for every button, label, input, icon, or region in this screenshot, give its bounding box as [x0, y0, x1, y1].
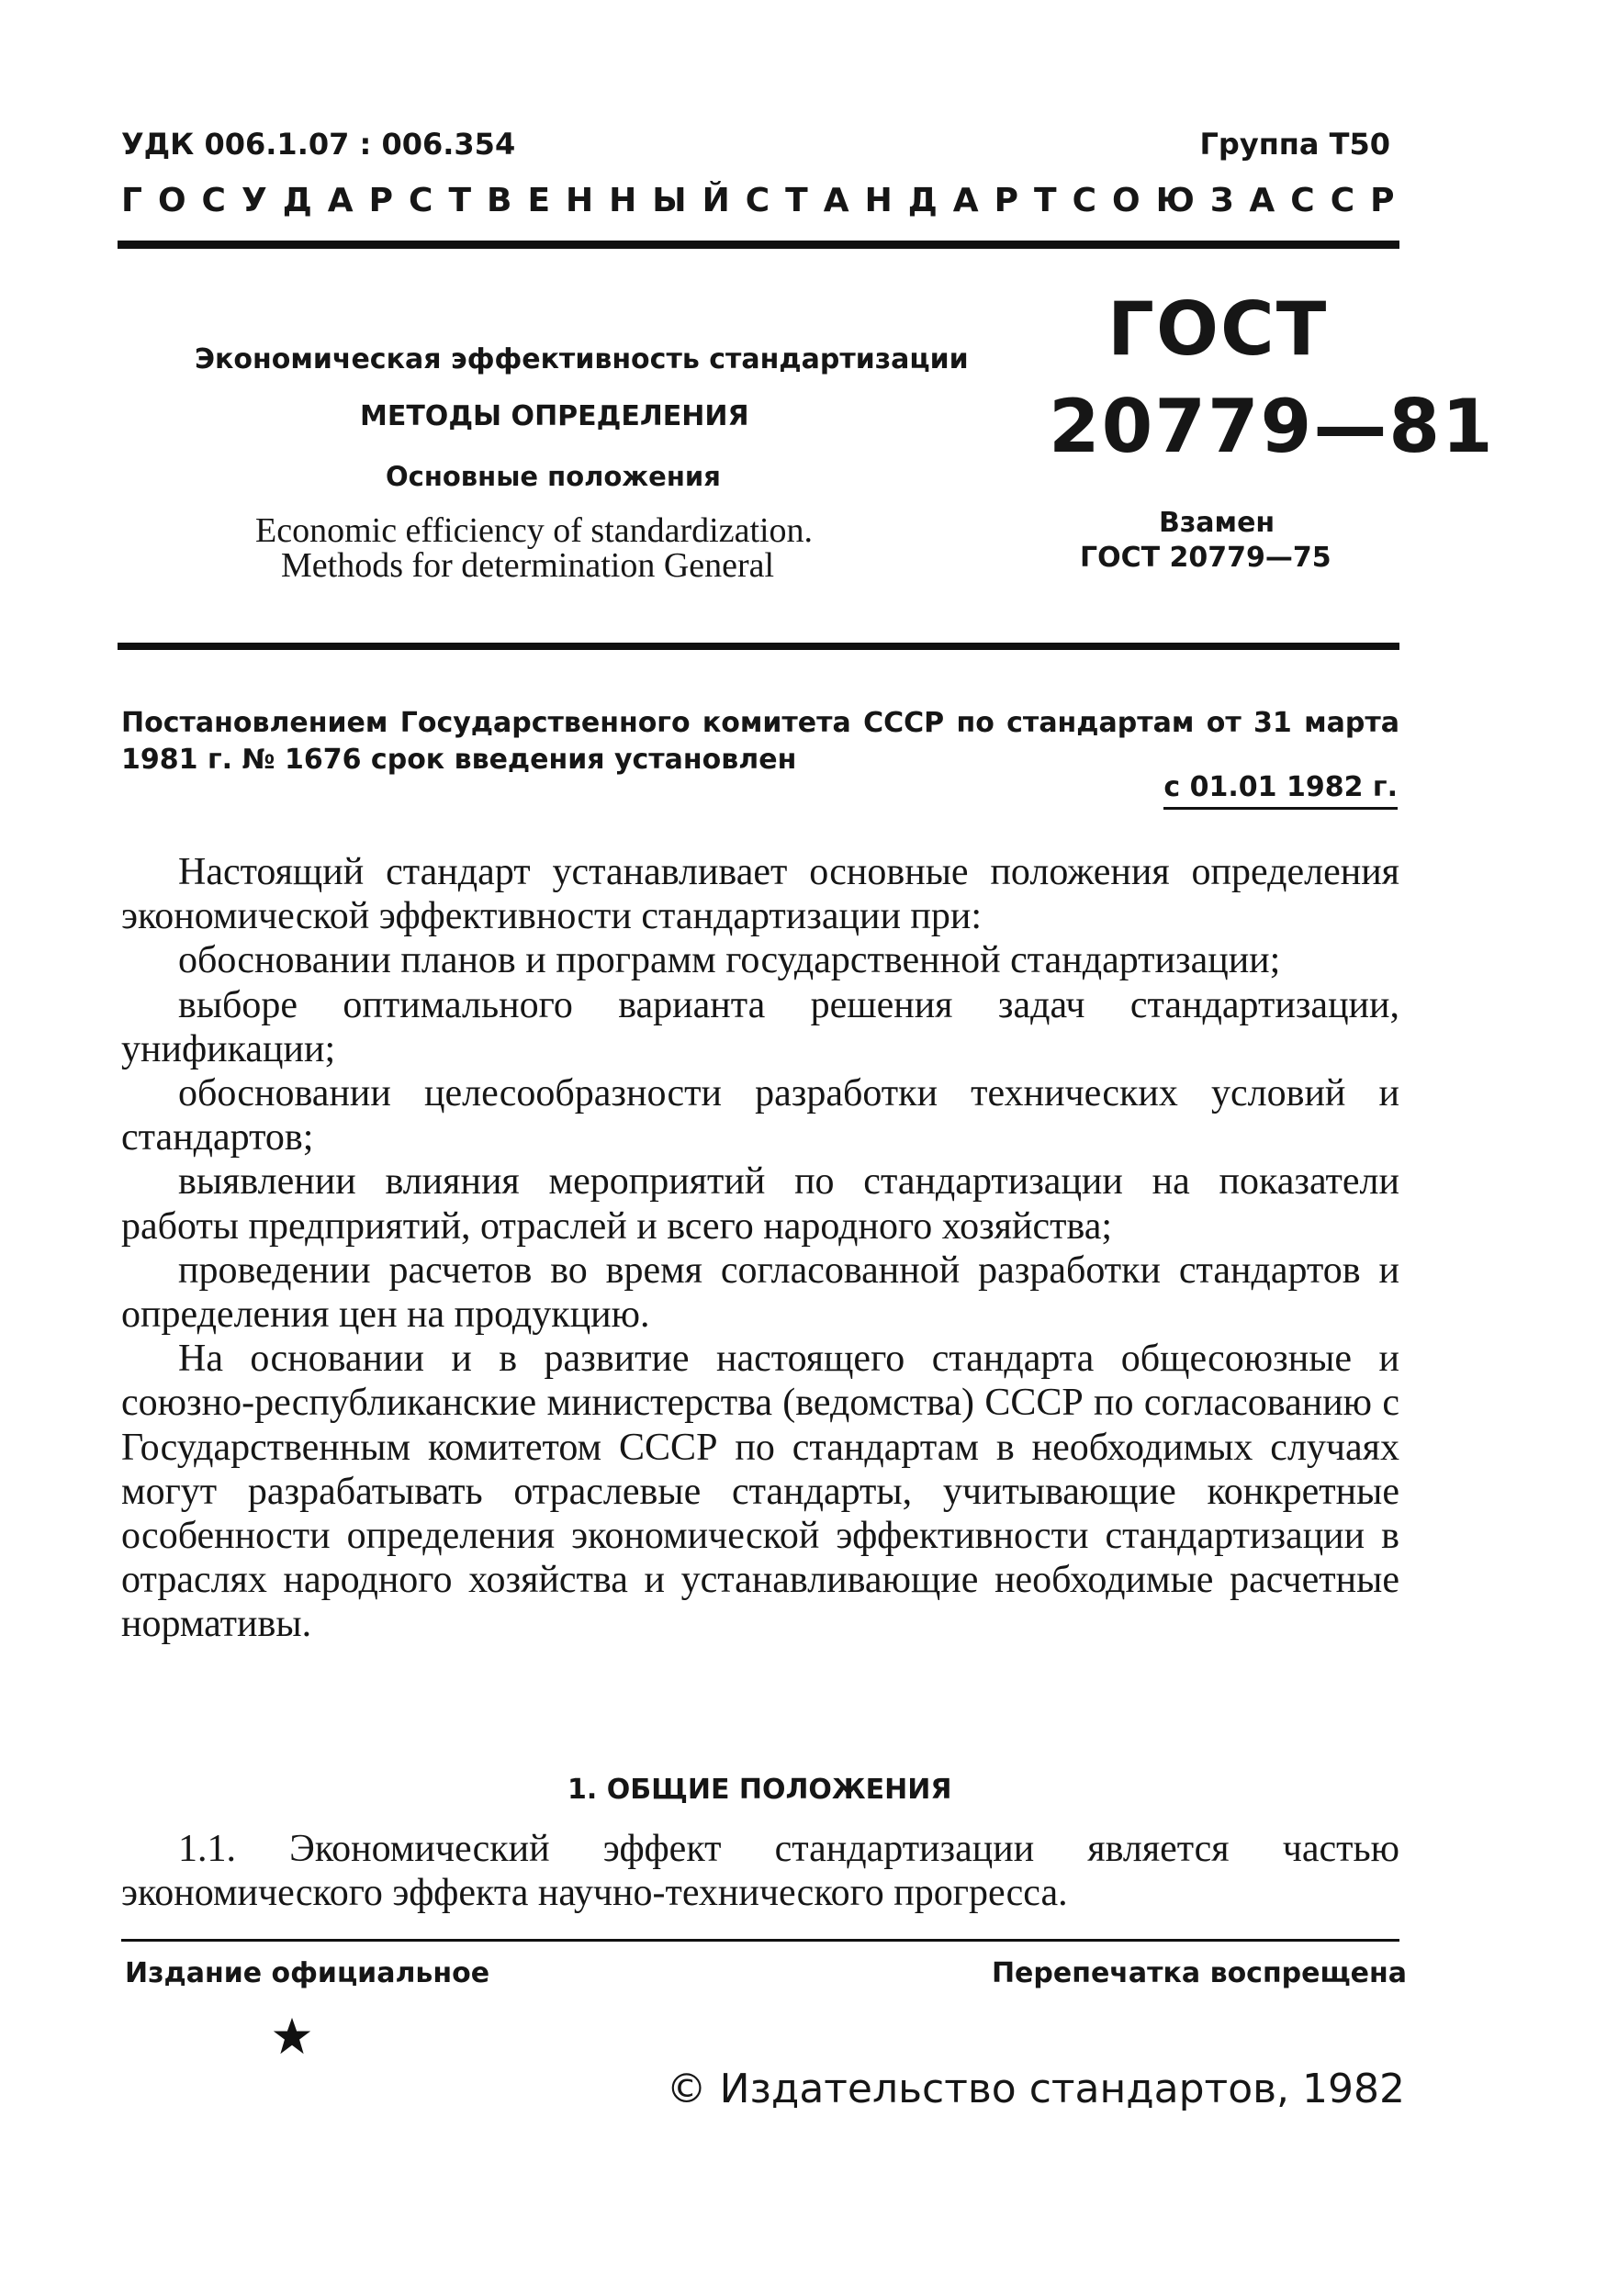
heading-word-3: СОЮЗА	[1072, 182, 1291, 219]
body-item-5: проведении расчетов во время согласованной разработки стандартов и определения цен на продукцию.	[121, 1249, 1399, 1337]
footer-rule	[121, 1939, 1399, 1942]
decree-text	[121, 705, 1399, 778]
edition-label: Издание официальное	[125, 1957, 490, 1989]
gost-label: ГОСТ	[1107, 286, 1329, 372]
group-code: Группа Т50	[1199, 127, 1390, 162]
effective-date: с 01.01 1982 г.	[1163, 771, 1398, 810]
udk-code: УДК 006.1.07 : 006.354	[121, 127, 516, 162]
title-english-line-2: Methods for determination General	[281, 546, 775, 585]
header-rule	[118, 241, 1399, 249]
paragraph-1-1	[121, 1827, 1399, 1915]
section-heading: 1. ОБЩИЕ ПОЛОЖЕНИЯ	[567, 1774, 952, 1806]
body-intro: Настоящий стандарт устанавливает основные положения определения экономической эффективности стандартизации при:	[121, 851, 1399, 938]
body-item-3: обосновании целесообразности разработки технических условий и стандартов;	[121, 1072, 1399, 1159]
copyright-line: © Издательство стандартов, 1982	[666, 2066, 1405, 2112]
title-rule	[118, 643, 1399, 650]
decree-line-2: 1981 г. № 1676 срок введения установлен	[121, 744, 797, 776]
title-english-line-1: Economic efficiency of standardization.	[255, 511, 814, 550]
body-item-4: выявлении влияния мероприятий по стандартизации на показатели работы предприятий, отраслей и всего народного хозяйства;	[121, 1160, 1399, 1248]
heading-word-1: ГОСУДАРСТВЕННЫЙ	[121, 182, 746, 219]
title-methods: МЕТОДЫ ОПРЕДЕЛЕНИЯ	[360, 400, 749, 432]
decree-line-1: Постановлением Государственного комитета СССР по стандартам от 31 марта	[121, 707, 1399, 739]
replaces-label: Взамен	[1159, 507, 1275, 539]
state-standard-heading	[121, 182, 1410, 219]
reprint-label: Перепечатка воспрещена	[991, 1957, 1407, 1989]
star-icon	[272, 2016, 312, 2056]
replaces-number: ГОСТ 20779—75	[1080, 542, 1331, 574]
paragraph-1-1-text: 1.1. Экономический эффект стандартизации является частью экономического эффекта научно-технического прогресса.	[121, 1828, 1399, 1914]
heading-word-4: ССР	[1290, 182, 1410, 219]
body-item-2: выборе оптимального варианта решения задач стандартизации, унификации;	[121, 983, 1399, 1070]
title-basic: Основные положения	[386, 461, 721, 492]
body-closing: На основании и в развитие настоящего стандарта общесоюзные и союзно-республиканские министерства (ведомства) СССР по согласованию с Государственным комитетом СССР по стандартам в необходимых случаях могут разрабатывать отраслевые стандарты, учитывающие конкретные особенности определения экономической эффективности стандартизации в отраслях народного хозяйства и устанавливающие необходимые расчетные нормативы.	[121, 1338, 1399, 1646]
heading-word-2: СТАНДАРТ	[745, 182, 1073, 219]
body-item-1: обосновании планов и программ государственной стандартизации;	[178, 939, 1281, 982]
body-text	[121, 850, 1399, 1647]
gost-number: 20779—81	[1049, 384, 1495, 469]
title-main: Экономическая эффективность стандартизации	[195, 343, 969, 375]
